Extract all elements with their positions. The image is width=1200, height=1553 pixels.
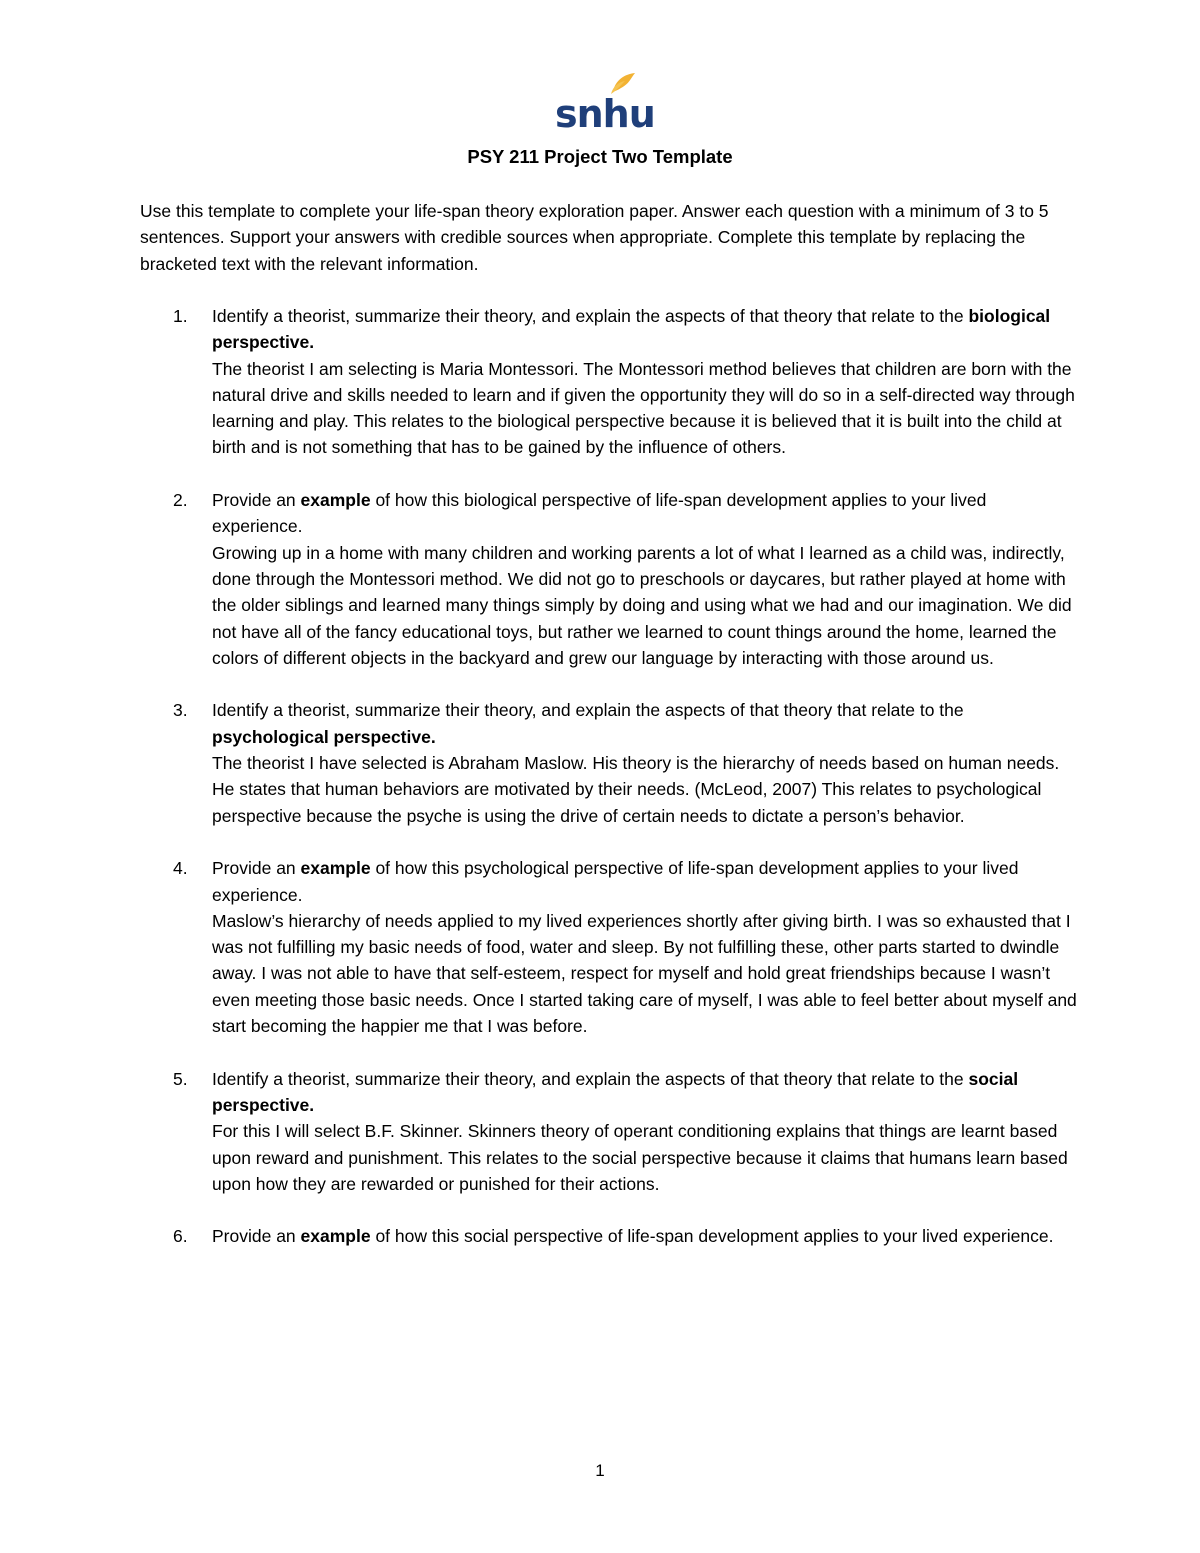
question-item-5 xyxy=(140,1066,1080,1197)
answer-text: For this I will select B.F. Skinner. Skinners theory of operant conditioning explains that things are learnt based upon reward and punishment. This relates to the social perspective because it claims that humans learn based upon how they are rewarded or punished for their actions. xyxy=(212,1121,1068,1194)
page-number: 1 xyxy=(595,1461,605,1480)
question-list xyxy=(140,303,1080,1276)
answer-text: Maslow’s hierarchy of needs applied to my lived experiences shortly after giving birth. I was so exhausted that I was not fulfilling my basic needs of food, water and sleep. By not fulfilling these, other parts started to dwindle away. I was not able to have that self-esteem, respect for myself and hold great friendships because I wasn’t even meeting those basic needs. Once I started taking care of myself, I was able to feel better about myself and start becoming the happier me that I was before. xyxy=(212,910,1077,1037)
document-title: PSY 211 Project Two Template xyxy=(467,146,733,167)
prompt-emphasis: biological perspective. xyxy=(212,306,1051,353)
intro-paragraph: Use this template to complete your life-span theory exploration paper. Answer each question with a minimum of 3 to 5 sentences. Support your answers with credible sources when appropriate. Complete this template by replacing the bracketed text with the relevant information. xyxy=(140,201,1049,274)
question-item-6 xyxy=(140,1223,1080,1249)
question-item-2 xyxy=(140,487,1080,671)
question-prompt xyxy=(212,490,986,536)
prompt-text-after: of how this biological perspective of life-span development applies to your lived experience. xyxy=(212,490,987,537)
question-number: 1. xyxy=(173,306,188,326)
question-prompt xyxy=(212,858,1018,904)
prompt-text: Identify a theorist, summarize their theory, and explain the aspects of that theory that relate to the xyxy=(212,1068,969,1089)
prompt-text: Identify a theorist, summarize their theory, and explain the aspects of that theory that relate to the xyxy=(212,306,969,326)
prompt-text-after: of how this social perspective of life-span development applies to your lived experience. xyxy=(370,1226,1054,1247)
snhu-logo xyxy=(555,72,655,136)
prompt-text-after: of how this psychological perspective of life-span development applies to your lived experience. xyxy=(212,858,1019,905)
question-number: 3. xyxy=(173,700,188,721)
question-prompt xyxy=(212,700,964,746)
answer-text: The theorist I am selecting is Maria Montessori. The Montessori method believes that children are born with the natural drive and skills needed to learn and if given the opportunity they will do so in a self-directed way through learning and play. This relates to the biological perspective because it is believed that it is built into the child at birth and is not something that has to be gained by the influence of others. xyxy=(212,358,1075,458)
question-prompt xyxy=(212,1069,1018,1115)
prompt-emphasis: example xyxy=(300,490,371,511)
question-prompt xyxy=(212,1226,1053,1246)
question-item-3 xyxy=(140,697,1080,828)
question-prompt xyxy=(212,306,1050,352)
question-number: 4. xyxy=(173,858,188,879)
snhu-logo-graphic xyxy=(555,72,655,136)
prompt-emphasis: example xyxy=(300,858,371,879)
answer-text: The theorist I have selected is Abraham Maslow. His theory is the hierarchy of needs based on human needs. He states that human behaviors are motivated by their needs. (McLeod, 2007) This relates to psychological perspective because the psyche is using the drive of certain needs to dictate a person’s behavior. xyxy=(212,753,1060,826)
prompt-emphasis: psychological perspective. xyxy=(212,726,436,747)
prompt-emphasis: social perspective. xyxy=(212,1068,1019,1115)
question-number: 6. xyxy=(173,1226,188,1247)
svg-text:snhu: snhu xyxy=(555,92,655,136)
answer-text: Growing up in a home with many children and working parents a lot of what I learned as a child was, indirectly, done through the Montessori method. We did not go to preschools or daycares, but rather played at home with the older siblings and learned many things simply by doing and using what we had and our imagination. We did not have all of the fancy educational toys, but rather we learned to count things around the home, learned the colors of different objects in the backyard and grew our language by interacting with those around us. xyxy=(212,542,1072,668)
question-number: 5. xyxy=(173,1068,188,1089)
prompt-text: Provide an xyxy=(212,490,301,511)
prompt-emphasis: example xyxy=(300,1226,371,1247)
question-number: 2. xyxy=(173,490,188,511)
prompt-text: Provide an xyxy=(212,858,301,879)
prompt-text: Identify a theorist, summarize their theory, and explain the aspects of that theory that relate to the xyxy=(212,700,964,721)
question-item-1 xyxy=(140,303,1080,461)
prompt-text: Provide an xyxy=(212,1226,301,1247)
question-item-4 xyxy=(140,855,1080,1039)
